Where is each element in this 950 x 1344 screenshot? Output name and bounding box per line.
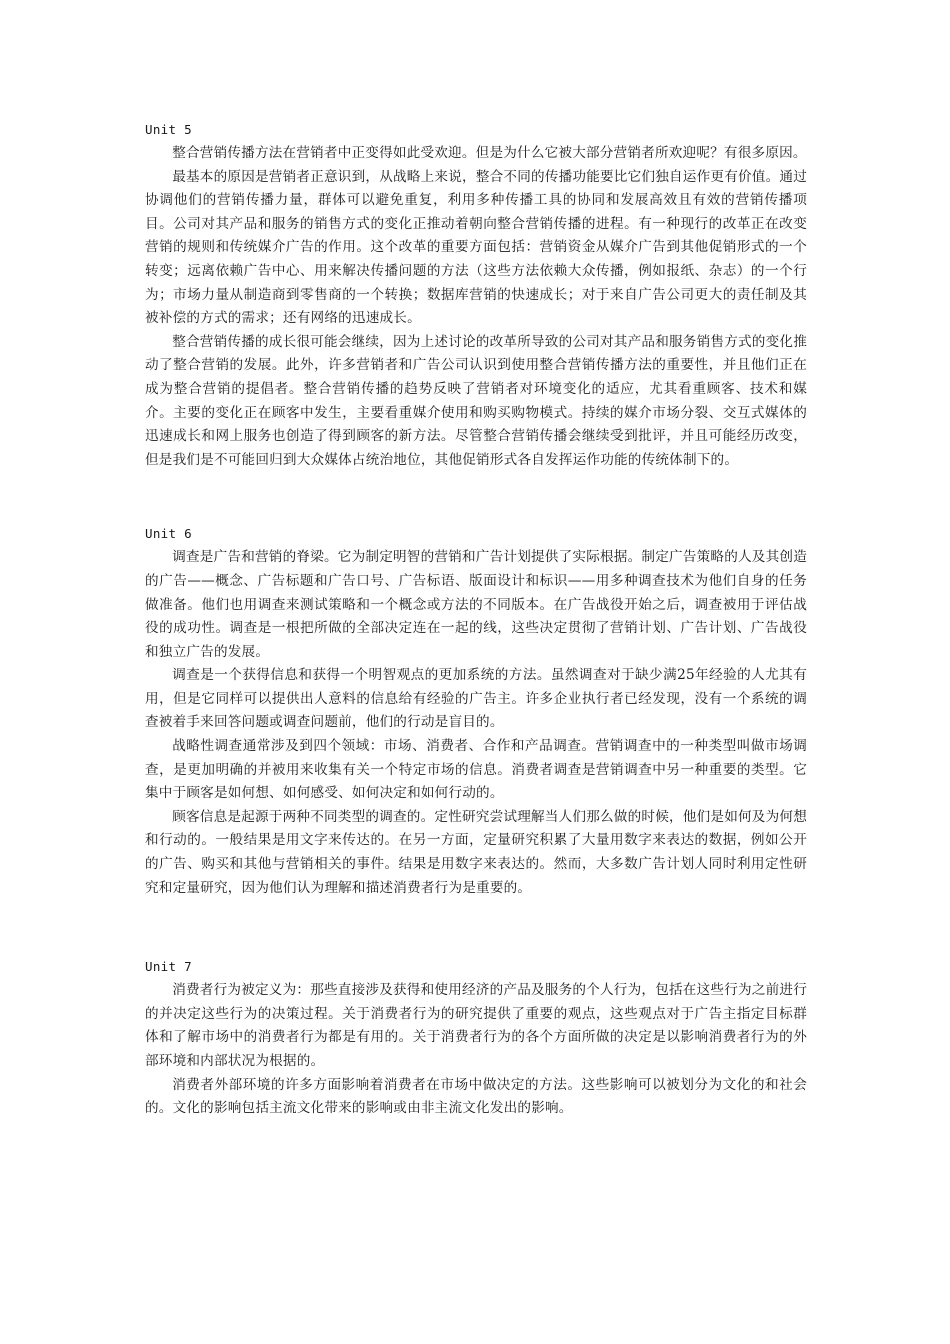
unit-title: Unit 5: [145, 122, 192, 137]
unit-5-section: [145, 118, 807, 472]
paragraph: 整合营销传播方法在营销者中正变得如此受欢迎。但是为什么它被大部分营销者所欢迎呢？有很多原因。: [172, 145, 807, 161]
document-page: [145, 118, 807, 1121]
paragraph: 战略性调查通常涉及到四个领域：市场、消费者、合作和产品调查。营销调查中的一种类型叫做市场调查，是更加明确的并被用来收集有关一个特定市场的信息。消费者调查是营销调查中另一种重要的类型。它集中于顾客是如何想、如何感受、如何决定和如何行动的。: [145, 738, 807, 802]
paragraph: 消费者行为被定义为：那些直接涉及获得和使用经济的产品及服务的个人行为，包括在这些行为之前进行的并决定这些行为的决策过程。关于消费者行为的研究提供了重要的观点，这些观点对于广告主指定目标群体和了解市场中的消费者行为都是有用的。关于消费者行为的各个方面所做的决定是以影响消费者行为的外部环境和内部状况为根据的。: [145, 982, 807, 1069]
section-spacer: [145, 900, 807, 955]
paragraph: 顾客信息是起源于两种不同类型的调查的。定性研究尝试理解当人们那么做的时候，他们是如何及为何想和行动的。一般结果是用文字来传达的。在另一方面，定量研究积累了大量用数字来表达的数据，例如公开的广告、购买和其他与营销相关的事件。结果是用数字来表达的。然而，大多数广告计划人同时利用定性研究和定量研究，因为他们认为理解和描述消费者行为是重要的。: [145, 808, 807, 896]
section-spacer: [145, 472, 807, 522]
paragraph: 消费者外部环境的许多方面影响着消费者在市场中做决定的方法。这些影响可以被划分为文化的和社会的。文化的影响包括主流文化带来的影响或由非主流文化发出的影响。: [145, 1076, 807, 1117]
paragraph: 调查是一个获得信息和获得一个明智观点的更加系统的方法。虽然调查对于缺少满25年经验的人尤其有用，但是它同样可以提供出人意料的信息给有经验的广告主。许多企业执行者已经发现，没有一个系统的调查被着手来回答问题或调查问题前，他们的行动是盲目的。: [145, 667, 807, 731]
unit-7-section: [145, 955, 807, 1121]
paragraph: 调查是广告和营销的脊梁。它为制定明智的营销和广告计划提供了实际根据。制定广告策略的人及其创造的广告——概念、广告标题和广告口号、广告标语、版面设计和标识——用多种调查技术为他们自身的任务做准备。他们也用调查来测试策略和一个概念或方法的不同版本。在广告战役开始之后，调查被用于评估战役的成功性。调查是一根把所做的全部决定连在一起的线，这些决定贯彻了营销计划、广告计划、广告战役和独立广告的发展。: [145, 549, 807, 660]
unit-title: Unit 7: [145, 959, 192, 975]
paragraph: 最基本的原因是营销者正意识到，从战略上来说，整合不同的传播功能要比它们独自运作更有价值。通过协调他们的营销传播力量，群体可以避免重复，利用多种传播工具的协同和发展高效且有效的营销传播项目。公司对其产品和服务的销售方式的变化正推动着朝向整合营销传播的进程。有一种现行的改革正在改变营销的规则和传统媒介广告的作用。这个改革的重要方面包括：营销资金从媒介广告到其他促销形式的一个转变；远离依赖广告中心、用来解决传播问题的方法（这些方法依赖大众传播，例如报纸、杂志）的一个行为；市场力量从制造商到零售商的一个转换；数据库营销的快速成长；对于来自广告公司更大的责任制及其被补偿的方式的需求；还有网络的迅速成长。: [145, 168, 807, 327]
unit-6-section: [145, 522, 807, 900]
paragraph: 整合营销传播的成长很可能会继续，因为上述讨论的改革所导致的公司对其产品和服务销售方式的变化推动了整合营销的发展。此外，许多营销者和广告公司认识到使用整合营销传播方法的重要性，并且他们正在成为整合营销的提倡者。整合营销传播的趋势反映了营销者对环境变化的适应，尤其看重顾客、技术和媒介。主要的变化正在顾客中发生，主要看重媒介使用和购买购物模式。持续的媒介市场分裂、交互式媒体的迅速成长和网上服务也创造了得到顾客的新方法。尽管整合营销传播会继续受到批评，并且可能经历改变，但是我们是不可能回归到大众媒体占统治地位，其他促销形式各自发挥运作功能的传统体制下的。: [145, 333, 807, 468]
unit-title: Unit 6: [145, 526, 192, 542]
